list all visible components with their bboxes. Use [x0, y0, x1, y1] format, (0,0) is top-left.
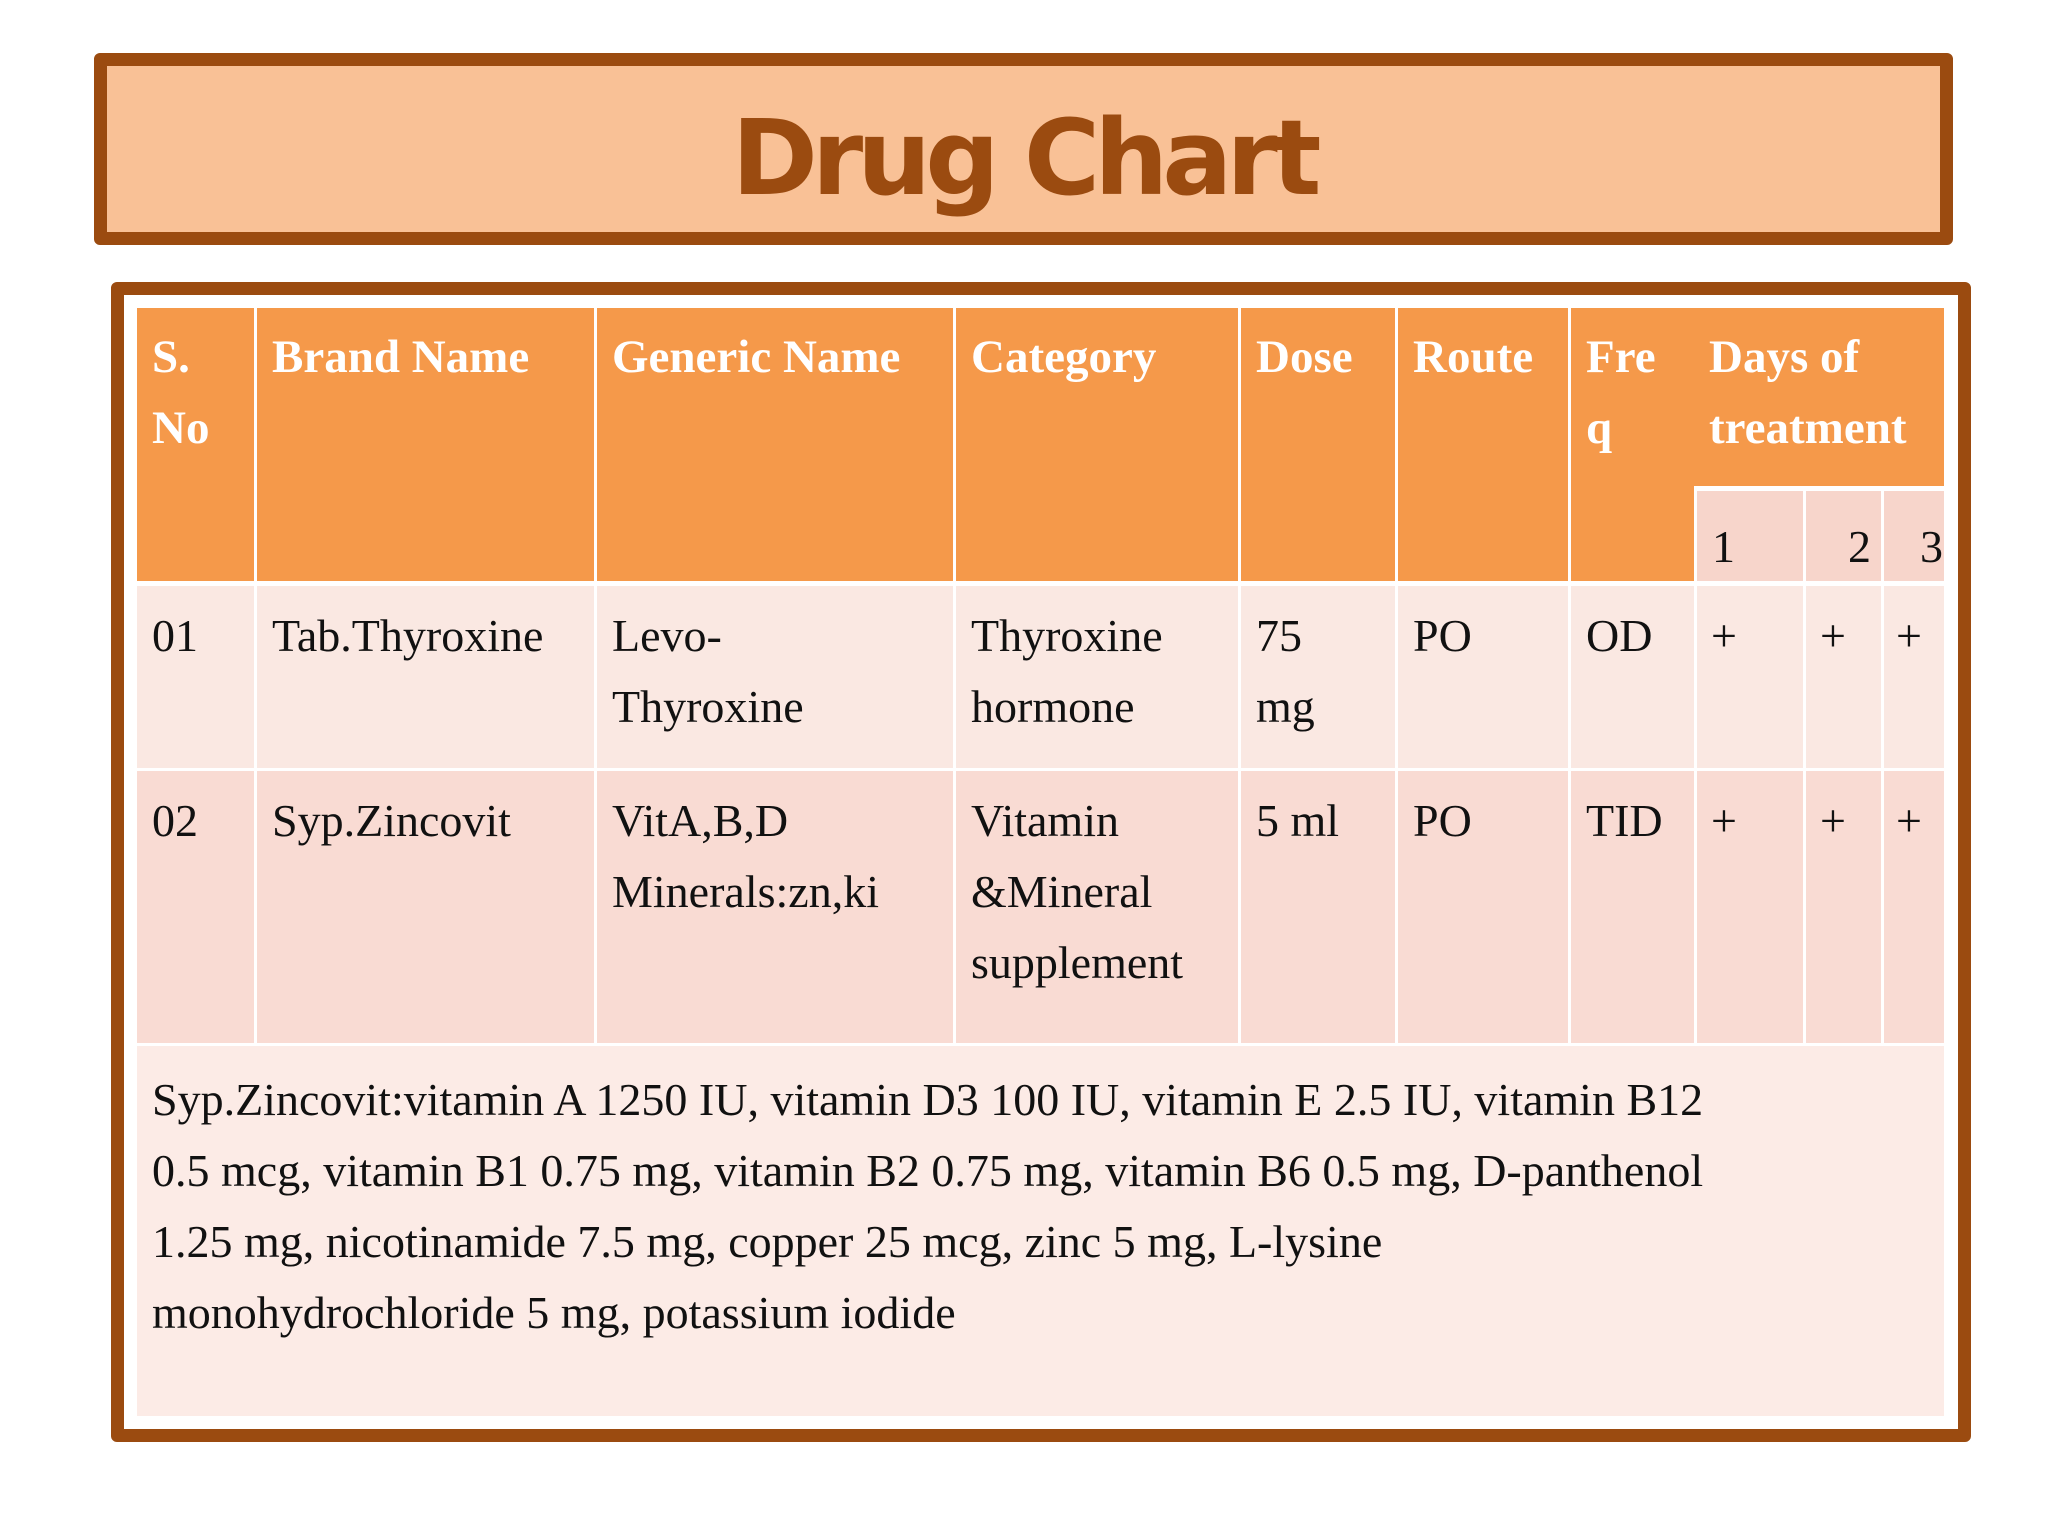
title-banner	[94, 53, 1953, 245]
row1-category-line1: Thyroxine	[971, 610, 1163, 661]
row1-day1-mark: +	[1711, 610, 1737, 661]
header-day-2-label: 2	[1848, 521, 1871, 572]
header-freq	[1571, 308, 1694, 581]
row1-route-value: PO	[1413, 610, 1472, 661]
header-sno-label: S. No	[152, 331, 210, 454]
row1-category-line2: hormone	[971, 681, 1135, 732]
note-line-4: monohydrochloride 5 mg, potassium iodide	[152, 1287, 956, 1338]
header-category-label: Category	[971, 331, 1157, 383]
header-day-3-label: 3	[1920, 521, 1943, 572]
row1-dose	[1241, 586, 1395, 768]
row2-day3-mark: +	[1896, 795, 1922, 846]
row1-sno-value: 01	[152, 610, 198, 661]
composition-note	[137, 1046, 1944, 1416]
note-line-2: 0.5 mcg, vitamin B1 0.75 mg, vitamin B2 0.75 mg, vitamin B6 0.5 mg, D-panthenol	[152, 1145, 1704, 1196]
row2-day1-mark: +	[1711, 795, 1737, 846]
note-line-3: 1.25 mg, nicotinamide 7.5 mg, copper 25 mcg, zinc 5 mg, L-lysine	[152, 1216, 1383, 1267]
header-route	[1398, 308, 1568, 581]
header-freq-line1: Fre	[1586, 331, 1656, 383]
header-route-label: Route	[1413, 331, 1534, 383]
row2-generic-line2: Minerals:zn,ki	[612, 866, 879, 917]
header-sno	[137, 308, 254, 581]
header-generic-label: Generic Name	[612, 331, 901, 383]
header-day-3	[1884, 491, 1944, 581]
header-dose	[1241, 308, 1395, 581]
row2-day3	[1884, 771, 1944, 1043]
page-title: Drug Chart	[731, 97, 1316, 219]
header-day-1	[1697, 491, 1803, 581]
row1-brand	[257, 586, 594, 768]
row1-day3-mark: +	[1896, 610, 1922, 661]
row1-category	[956, 586, 1238, 768]
row1-day2-mark: +	[1820, 610, 1846, 661]
row2-route	[1398, 771, 1568, 1043]
row1-dose-line1: 75	[1256, 610, 1302, 661]
header-brand-label: Brand Name	[272, 331, 530, 383]
note-line-1: Syp.Zincovit:vitamin A 1250 IU, vitamin D3 100 IU, vitamin E 2.5 IU, vitamin B12	[152, 1074, 1704, 1125]
row2-category-line2: &Mineral	[971, 866, 1153, 917]
row2-brand-value: Syp.Zincovit	[272, 795, 511, 846]
row1-freq	[1571, 586, 1694, 768]
row1-route	[1398, 586, 1568, 768]
row1-generic-line2: Thyroxine	[612, 681, 804, 732]
row1-generic	[597, 586, 953, 768]
row2-route-value: PO	[1413, 795, 1472, 846]
row2-category-line1: Vitamin	[971, 795, 1119, 846]
row2-day1	[1697, 771, 1803, 1043]
header-day-1-label: 1	[1712, 521, 1735, 572]
row2-category	[956, 771, 1238, 1043]
row1-generic-line1: Levo-	[612, 610, 722, 661]
header-freq-line2: q	[1586, 402, 1613, 454]
row2-sno	[137, 771, 254, 1043]
row2-freq-value: TID	[1586, 795, 1663, 846]
row1-freq-value: OD	[1586, 610, 1653, 661]
header-generic-name	[597, 308, 953, 581]
row1-sno	[137, 586, 254, 768]
row2-day2	[1806, 771, 1881, 1043]
row2-freq	[1571, 771, 1694, 1043]
row2-category-line3: supplement	[971, 937, 1184, 988]
row2-generic	[597, 771, 953, 1043]
row2-day2-mark: +	[1820, 795, 1846, 846]
row2-dose-line1: 5 ml	[1256, 795, 1340, 846]
header-days-of-treatment	[1694, 308, 1944, 486]
row1-brand-value: Tab.Thyroxine	[272, 610, 544, 661]
row2-generic-line1: VitA,B,D	[612, 795, 789, 846]
header-days-line2: treatment	[1709, 402, 1907, 454]
row2-sno-value: 02	[152, 795, 198, 846]
row2-brand	[257, 771, 594, 1043]
row1-dose-line2: mg	[1256, 681, 1315, 732]
row1-day1	[1697, 586, 1803, 768]
header-days-line1: Days of	[1709, 331, 1860, 383]
row1-day3	[1884, 586, 1944, 768]
header-brand-name	[257, 308, 594, 581]
row2-dose	[1241, 771, 1395, 1043]
header-day-2	[1806, 491, 1881, 581]
header-dose-label: Dose	[1256, 331, 1353, 383]
row1-day2	[1806, 586, 1881, 768]
header-category	[956, 308, 1238, 581]
